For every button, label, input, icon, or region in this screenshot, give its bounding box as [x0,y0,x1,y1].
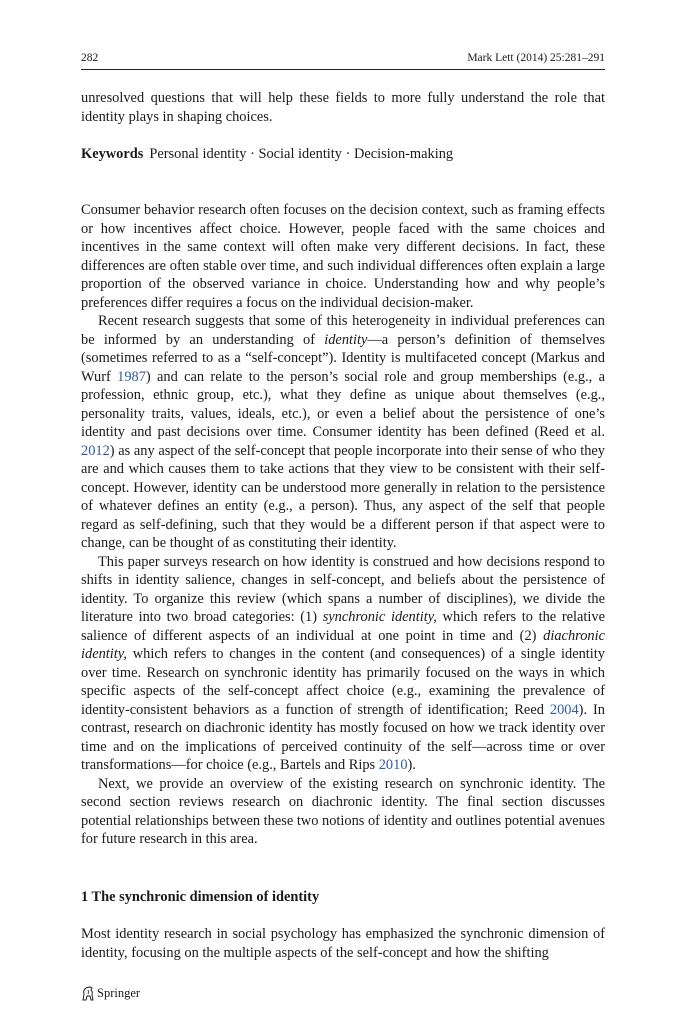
paragraph-2: Recent research suggests that some of this heterogeneity in individual preferences can be informed by an understanding of identity—a person’s definition of themselves (sometimes referred to as a “self-concept”). Identity is multifaceted concept (Markus and Wurf 1987) and can relate to the person’s social role and group memberships (e.g., a profession, ethnic group, etc.), what they define as unique about themselves (e.g., personality traits, values, ideals, etc.), or even a belief about the persistence of one’s identity and past decisions over time. Consumer identity has been defined (Reed et al. 2012) as any aspect of the self-concept that people incorporate into their sense of who they are and which causes them to take actions that they view to be consistent with their self-concept. However, identity can be understood more generally in relation to the persistence of whatever defines an entity (e.g., a person). Thus, any aspect of the self that people regard as self-defining, such that they would be a different person if that aspect were to change, can be thought of as constituting their identity. [81,313,605,551]
emphasis-identity: identity [324,331,368,348]
header-rule [81,69,605,70]
keywords-label: Keywords [81,146,144,162]
springer-horse-icon [81,986,94,1001]
ref-link-markus-1987[interactable]: 1987 [117,368,146,385]
paragraph-4: Next, we provide an overview of the existing research on synchronic identity. The second section reviews research on diachronic identity. The final section discusses potential relationships between these two notions of identity and outlines potential avenues for future research in this area. [81,775,605,847]
journal-citation: Mark Lett (2014) 25:281–291 [467,52,605,64]
publisher-name: Springer [97,986,141,1000]
abstract-continuation [81,89,605,126]
ref-link-reed-2004[interactable]: 2004 [549,701,579,718]
introduction-body [81,201,605,849]
section-heading: 1 The synchronic dimension of identity [81,889,320,905]
ref-link-bartels-2010[interactable]: 2010 [378,757,408,773]
page-number: 282 [81,52,99,64]
keywords-list: Personal identity · Social identity · Decision-making [149,146,454,162]
emphasis-synchronic: synchronic identity, [322,609,437,625]
running-header [81,52,605,70]
paragraph-1: Consumer behavior research often focuses on the decision context, such as framing effects or how incentives affect choice. However, people faced with the same choices and incentives in the same context will often make very different decisions. In fact, these differences are often stable over time, and such individual differences often explain a large proportion of the observed variance in choice. Understanding how and why people’s preferences differ requires a focus on the individual decision-maker. [81,202,605,311]
abstract-text: unresolved questions that will help these fields to more fully understand the role that identity plays in shaping choices. [81,90,605,125]
keywords-line [81,145,605,164]
paragraph-3: This paper surveys research on how identity is construed and how decisions respond to shifts in identity salience, changes in self-concept, and beliefs about the persistence of identity. To organize this review (which spans a number of disciplines), we divide the literature into two broad categories: (1) synchronic identity, which refers to the relative salience of different aspects of an individual at one point in time and (2) diachronic identity, which refers to changes in the content (and consequences) of a single identity over time. Research on synchronic identity has primarily focused on the ways in which specific aspects of the self-concept affect choice (e.g., examining the prevalence of identity-consistent behaviors as a function of strength of identification; Reed 2004). In contrast, research on diachronic identity has mostly focused on how we track identity over time and on the implications of perceived continuity of the self—across time or over transformations—for choice (e.g., Bartels and Rips 2010). [81,553,605,773]
section-1-body [81,925,605,962]
emphasis-diachronic: diachronic identity, [81,627,605,662]
publisher-footer [81,986,140,1001]
ref-link-reed-2012[interactable]: 2012 [81,442,110,459]
section-1-paragraph: Most identity research in social psychology has emphasized the synchronic dimension of identity, focusing on the multiple aspects of the self-concept and how the shifting [81,926,605,961]
